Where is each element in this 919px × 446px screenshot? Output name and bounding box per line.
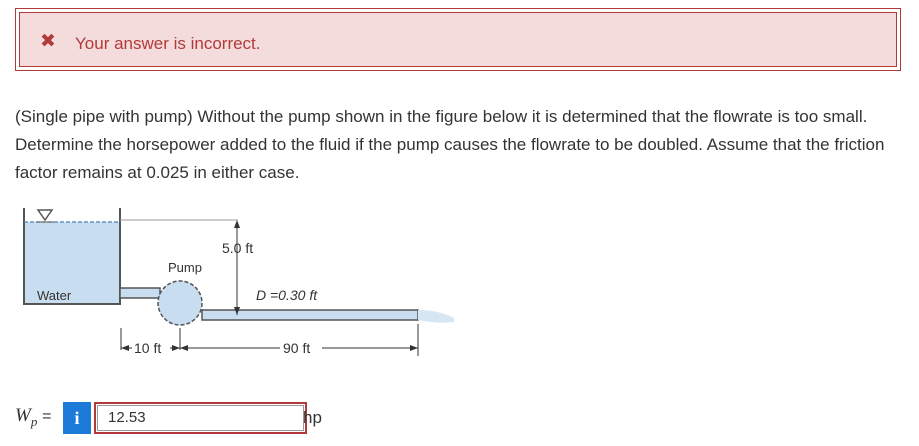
answer-input[interactable]: [94, 402, 307, 434]
length2-label: 90 ft: [283, 340, 311, 356]
pipe-outlet: [202, 310, 418, 320]
exit-jet: [418, 310, 454, 323]
close-icon: ✖: [40, 31, 56, 52]
diameter-label: D =0.30 ft: [256, 287, 318, 303]
info-icon[interactable]: i: [63, 402, 91, 434]
variable-subscript: p: [30, 414, 38, 429]
alert-body: [19, 12, 897, 67]
unit-label: hp: [303, 408, 322, 427]
pump-body: [158, 281, 202, 325]
incorrect-answer-alert: [15, 8, 901, 71]
variable-symbol: W: [15, 405, 31, 426]
question-text: (Single pipe with pump) Without the pump shown in the figure below it is determined that the flowrate is too small. Determine the horsepower added to the fluid if the pump causes the flowrate to be doubled. Assume that the friction factor remains at 0.025 in either case.: [15, 107, 885, 182]
free-surface-triangle: [38, 210, 52, 220]
answer-row: [15, 402, 515, 436]
answer-value: 12.53: [108, 409, 146, 426]
pipe-inlet: [120, 288, 160, 298]
wp-label: [15, 405, 51, 427]
equals-sign: =: [42, 408, 52, 425]
length1-label: 10 ft: [134, 340, 162, 356]
pump-label: Pump: [168, 260, 202, 275]
water-label: Water: [37, 288, 72, 303]
pump-pipe-figure: [18, 200, 468, 370]
alert-message: Your answer is incorrect.: [75, 34, 261, 53]
height-label: 5.0 ft: [222, 240, 254, 256]
tank-water: [24, 222, 120, 292]
